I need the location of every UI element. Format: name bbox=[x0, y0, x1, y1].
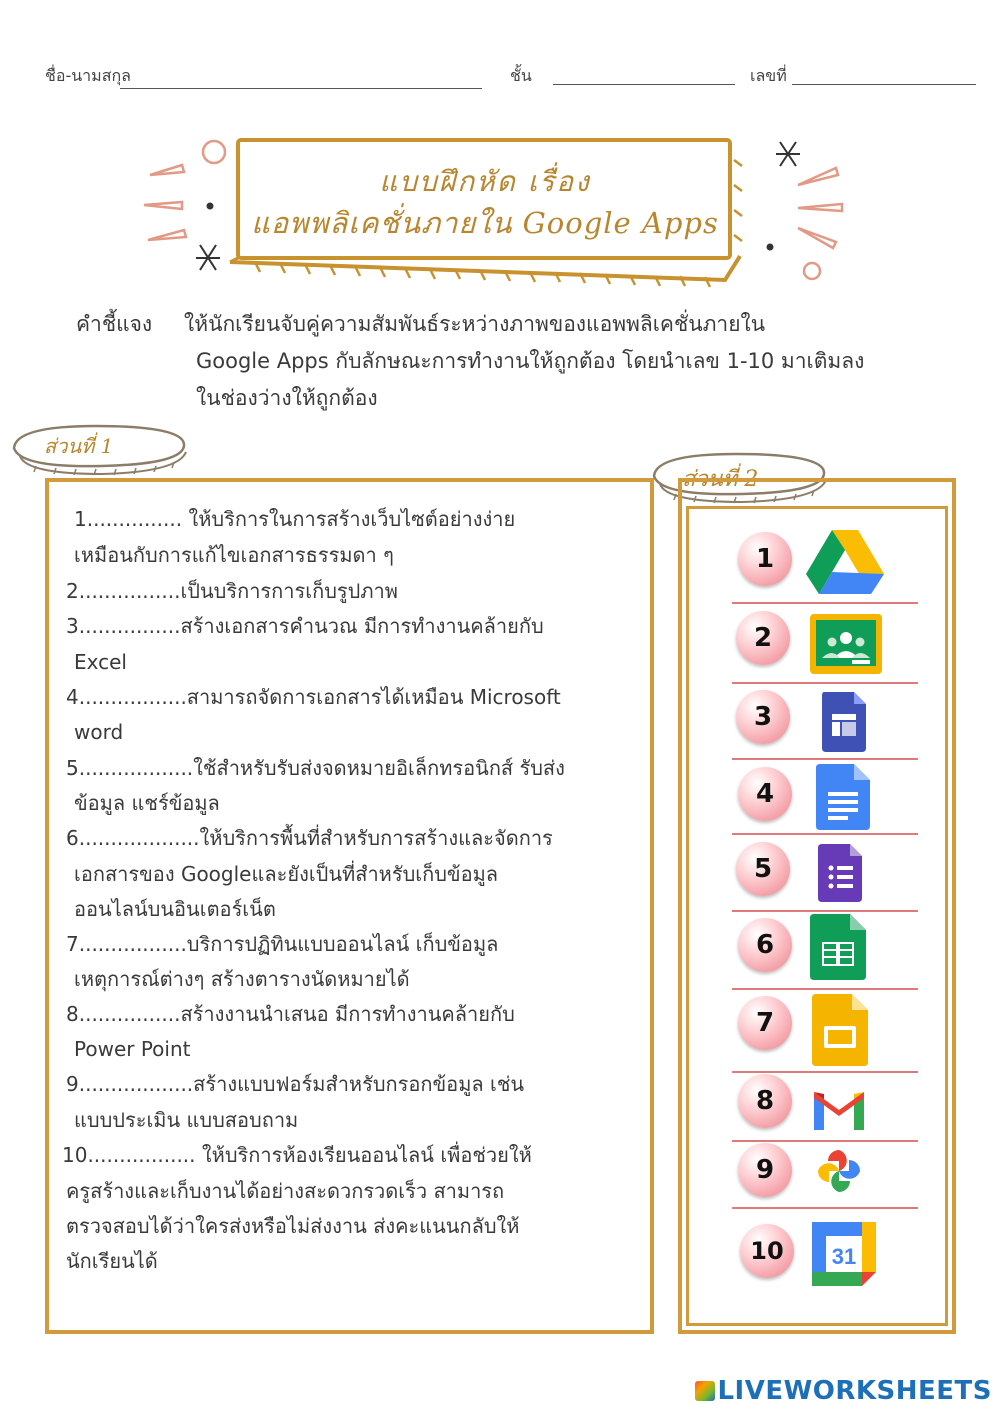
row-divider bbox=[732, 1140, 918, 1142]
question-line: ตรวจสอบได้ว่าใครส่งหรือไม่ส่งงาน ส่งคะแนนกลับให้ bbox=[66, 1214, 520, 1238]
question-line: 1............... ให้บริการในการสร้างเว็บไซต์อย่างง่าย bbox=[74, 507, 516, 531]
google-docs-icon bbox=[816, 764, 872, 830]
question-line: นักเรียนได้ bbox=[66, 1249, 158, 1273]
question-line: 6...................ให้บริการพื้นที่สำหรับการสร้างและจัดการ bbox=[66, 826, 553, 850]
question-line: 5..................ใช้สำหรับรับส่งจดหมายอิเล็กทรอนิกส์ รับส่ง bbox=[66, 756, 565, 780]
number-label: เลขที่ bbox=[750, 66, 787, 85]
row-divider bbox=[732, 833, 918, 835]
part2-label: ส่วนที่ 2 bbox=[682, 467, 759, 492]
question-line: 2................เป็นบริการการเก็บรูปภาพ bbox=[66, 579, 398, 603]
google-forms-icon bbox=[818, 844, 864, 902]
row-divider bbox=[732, 1071, 918, 1073]
question-line: 8................สร้างงานนำเสนอ มีการทำงานคล้ายกับ bbox=[66, 1002, 515, 1026]
logo-mark-icon bbox=[695, 1381, 715, 1401]
row-divider bbox=[732, 602, 918, 604]
row-divider bbox=[732, 1207, 918, 1209]
row-divider bbox=[732, 988, 918, 990]
question-line: 10................. ให้บริการห้องเรียนออนไลน์ เพื่อช่วยให้ bbox=[62, 1143, 532, 1167]
question-line: เหตุการณ์ต่างๆ สร้างตารางนัดหมายได้ bbox=[74, 967, 410, 991]
number-field[interactable] bbox=[792, 84, 976, 85]
number-badge: 3 bbox=[736, 690, 790, 744]
number-badge: 2 bbox=[736, 611, 790, 665]
question-line: เอกสารของ Googleและยังเป็นที่สำหรับเก็บข้อมูล bbox=[74, 862, 499, 886]
instructions-line-3: ในช่องว่างให้ถูกต้อง bbox=[196, 386, 378, 410]
google-sites-icon bbox=[820, 692, 868, 752]
number-badge: 9 bbox=[738, 1143, 792, 1197]
number-badge: 5 bbox=[736, 842, 790, 896]
question-line: 9..................สร้างแบบฟอร์มสำหรับกรอกข้อมูล เช่น bbox=[66, 1072, 525, 1096]
question-line: ครูสร้างและเก็บงานได้อย่างสะดวกรวดเร็ว สามารถ bbox=[66, 1179, 505, 1203]
google-classroom-icon bbox=[810, 614, 882, 674]
brand-text: LIVEWORKSHEETS bbox=[717, 1376, 992, 1406]
title-line-1: แบบฝึกหัด เรื่อง bbox=[379, 165, 591, 198]
google-sheets-icon bbox=[810, 914, 868, 980]
number-badge: 8 bbox=[738, 1074, 792, 1128]
question-line: word bbox=[74, 720, 124, 744]
question-line: ข้อมูล แชร์ข้อมูล bbox=[74, 791, 220, 815]
google-drive-icon bbox=[806, 528, 884, 594]
google-slides-icon bbox=[812, 994, 870, 1066]
liveworksheets-logo bbox=[695, 1376, 992, 1406]
question-line: แบบประเมิน แบบสอบถาม bbox=[74, 1108, 299, 1132]
question-line: ออนไลน์บนอินเตอร์เน็ต bbox=[74, 897, 276, 921]
question-line: 4.................สามารถจัดการเอกสารได้เหมือน Microsoft bbox=[66, 685, 561, 709]
question-line: เหมือนกับการแก้ไขเอกสารธรรมดา ๆ bbox=[74, 543, 394, 567]
row-divider bbox=[732, 758, 918, 760]
question-line: Power Point bbox=[74, 1037, 191, 1061]
title-line-2: แอพพลิเคชั่นภายใน Google Apps bbox=[251, 206, 719, 240]
number-badge: 4 bbox=[738, 767, 792, 821]
number-badge: 6 bbox=[738, 918, 792, 972]
name-label: ชื่อ-นามสกุล bbox=[45, 66, 131, 85]
instructions-line-1: ให้นักเรียนจับคู่ความสัมพันธ์ระหว่างภาพของแอพพลิเคชั่นภายใน bbox=[184, 312, 766, 336]
name-field[interactable] bbox=[120, 88, 482, 89]
google-calendar-icon bbox=[812, 1222, 876, 1286]
instructions-line-2: Google Apps กับลักษณะการทำงานให้ถูกต้อง โดยนำเลข 1-10 มาเติมลง bbox=[196, 349, 865, 373]
google-photos-icon bbox=[816, 1148, 862, 1194]
class-label: ชั้น bbox=[510, 66, 532, 85]
question-line: 7.................บริการปฏิทินแบบออนไลน์ เก็บข้อมูล bbox=[66, 932, 499, 956]
row-divider bbox=[732, 910, 918, 912]
gmail-icon bbox=[814, 1090, 864, 1130]
question-line: 3................สร้างเอกสารคำนวณ มีการทำงานคล้ายกับ bbox=[66, 614, 544, 638]
calendar-date-glyph: 31 bbox=[831, 1244, 857, 1269]
row-divider bbox=[732, 682, 918, 684]
question-line: Excel bbox=[74, 650, 127, 674]
number-badge: 10 bbox=[740, 1224, 794, 1278]
instructions-label: คำชี้แจง bbox=[76, 312, 153, 336]
number-badge: 7 bbox=[738, 996, 792, 1050]
class-field[interactable] bbox=[553, 84, 735, 85]
number-badge: 1 bbox=[738, 532, 792, 586]
part1-label: ส่วนที่ 1 bbox=[44, 434, 114, 458]
